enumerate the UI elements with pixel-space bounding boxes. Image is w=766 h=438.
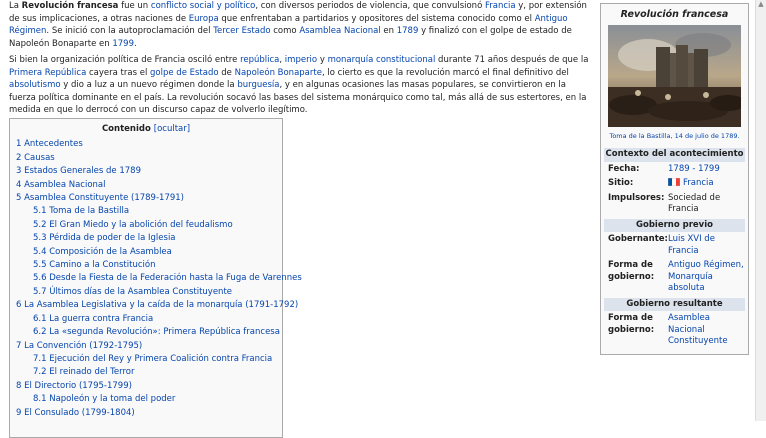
infobox-sections [604,148,745,348]
toc-item[interactable]: 5.2 El Gran Miedo y la abolición del feudalismo [33,219,233,230]
inline-link[interactable]: conflicto social y político [150,1,256,11]
article-intro [9,0,592,121]
infobox-value-text[interactable]: Luis XVI de Francia [668,234,715,256]
bold-term: Revolución francesa [21,1,119,11]
vertical-scrollbar[interactable] [755,0,766,421]
text-run: como [270,26,300,36]
infobox-label: Gobernante: [608,234,668,244]
intro-paragraph-2 [9,54,592,117]
infobox-section-header: Gobierno resultante [604,298,745,312]
toc-title: Contenido [101,124,151,134]
toc-item[interactable]: 5.3 Pérdida de poder de la Iglesia [33,233,176,244]
infobox-row [604,234,745,257]
text-run: . [134,38,137,49]
toc-item[interactable]: 7.1 Ejecución del Rey y Primera Coalición contra Francia [33,353,273,364]
toc-item[interactable]: 6.2 La «segunda Revolución»: Primera República francesa [33,327,280,338]
text-run: , [279,55,285,65]
toc-toggle-link[interactable]: [ocultar] [153,124,191,134]
infobox-row [604,193,745,216]
toc-item[interactable]: 1 Antecedentes [16,139,83,150]
toc-item[interactable]: 6.1 La guerra contra Francia [33,313,154,324]
inline-link[interactable]: Europa [188,13,219,24]
inline-link[interactable]: imperio [284,55,318,65]
infobox-value-text[interactable]: Antiguo Régimen, Monarquía absoluta [668,260,744,293]
infobox-value[interactable] [668,164,745,176]
text-run: Si bien la organización política de Francia osciló entre [9,55,241,65]
inline-link[interactable]: burguesía [237,80,280,90]
toc-item[interactable]: 5.1 Toma de la Bastilla [33,206,130,217]
text-run: fue un [118,1,151,11]
infobox-value [668,193,745,216]
infobox-value[interactable] [668,178,745,190]
toc-item[interactable]: 7 La Convención (1792-1795) [16,340,143,351]
infobox-label: Forma de gobierno: [608,313,655,335]
text-run: y [317,55,328,65]
france-flag-icon [668,178,680,186]
inline-link[interactable]: Antiguo Régimen [9,13,568,36]
infobox-label: Sitio: [608,178,634,188]
inline-link[interactable]: monarquía constitucional [327,55,436,65]
infobox-value-text[interactable]: 1789 - 1799 [668,163,720,174]
infobox-label: Fecha: [608,163,640,174]
inline-link[interactable]: absolutismo [9,80,61,90]
text-run: durante 71 años después de que la [435,55,589,65]
inline-link[interactable]: 1799 [112,38,134,49]
text-run: . Se inició con la autoproclamación del [46,26,214,36]
table-of-contents [9,118,302,438]
text-run: y dio a luz a un nuevo régimen donde la [60,80,238,90]
toc-item[interactable]: 6 La Asamblea Legislativa y la caída de la monarquía (1791-1792) [16,300,299,311]
scroll-up-arrow-icon[interactable]: ▲ [758,0,764,8]
infobox-value[interactable] [668,234,745,257]
toc-item[interactable]: 9 El Consulado (1799-1804) [16,407,135,418]
inline-link[interactable]: Napoleón Bonaparte [234,67,322,78]
infobox-label: Forma de gobierno: [608,260,655,282]
text-run: que enfrentaban a partidarios y opositores del sistema conocido como el [218,13,535,24]
toc-item[interactable]: 5.4 Composición de la Asamblea [33,246,172,257]
infobox [600,3,749,355]
toc-item[interactable]: 4 Asamblea Nacional [16,179,106,190]
infobox-value[interactable] [668,260,745,295]
infobox-row [604,178,745,190]
infobox-title: Revolución francesa [620,9,729,20]
toc-item[interactable]: 2 Causas [16,152,55,163]
toc-item[interactable]: 7.2 El reinado del Terror [33,367,135,378]
intro-paragraph-1 [9,0,592,50]
toc-item[interactable]: 5.5 Camino a la Constitución [33,260,156,271]
image-caption: Toma de la Bastilla, 14 de julio de 1789. [609,131,740,140]
infobox-row [604,260,745,295]
inline-link[interactable]: 1789 [396,26,419,36]
toc-item[interactable]: 8.1 Napoleón y la toma del poder [33,394,176,405]
infobox-row [604,164,745,176]
inline-link[interactable]: Tercer Estado [213,26,271,36]
toc-item[interactable]: 5 Asamblea Constituyente (1789-1791) [16,193,184,204]
inline-link[interactable]: Primera República [9,67,87,78]
infobox-section-header: Gobierno previo [604,219,745,233]
toc-item[interactable]: 5.6 Desde la Fiesta de la Federación hasta la Fuga de Varennes [33,273,302,284]
inline-link[interactable]: golpe de Estado [150,67,219,78]
text-run: y finalizó con el golpe de estado de Napoleón Bonaparte en [9,26,572,49]
toc-item[interactable]: 3 Estados Generales de 1789 [16,166,141,177]
inline-link[interactable]: Asamblea Nacional [299,26,381,36]
text-run: , con diversos periodos de violencia, que convulsionó [255,1,485,11]
inline-link[interactable]: república [240,55,280,65]
text-run: de [218,67,235,78]
text-run: cayera tras el [86,67,151,78]
text-run: y, por extensión de sus implicaciones, a otras naciones de [9,1,587,24]
infobox-section-header: Contexto del acontecimiento [604,148,745,162]
infobox-value-text: Sociedad de Francia [668,192,721,214]
toc-item[interactable]: 8 El Directorio (1795-1799) [16,380,132,391]
toc-item[interactable]: 5.7 Últimos días de la Asamblea Constituyente [33,286,233,297]
infobox-value[interactable] [668,313,745,348]
infobox-value-text[interactable]: Asamblea Nacional Constituyente [668,313,728,346]
infobox-value-text[interactable]: Francia [683,178,714,188]
inline-link[interactable]: Francia [484,1,516,11]
storming-of-bastille-image[interactable] [608,25,741,127]
toc-header [16,123,276,136]
infobox-row [604,313,745,348]
text-run: , y en algunas ocasiones las masas populares, se convirtieron en la fuerza política dominante en el país. La revolución socavó las bases del sistema monárquico como tal, más allá de sus estertores, en la medida en que lo derrocó con un discurso capaz de volverlo ilegítimo. [9,80,587,115]
infobox-label: Impulsores: [608,192,665,203]
text-run: La [9,1,22,11]
text-run: , lo cierto es que la revolución marcó el final definitivo del [321,67,569,78]
text-run: en [380,26,397,36]
toc-list [16,138,302,420]
